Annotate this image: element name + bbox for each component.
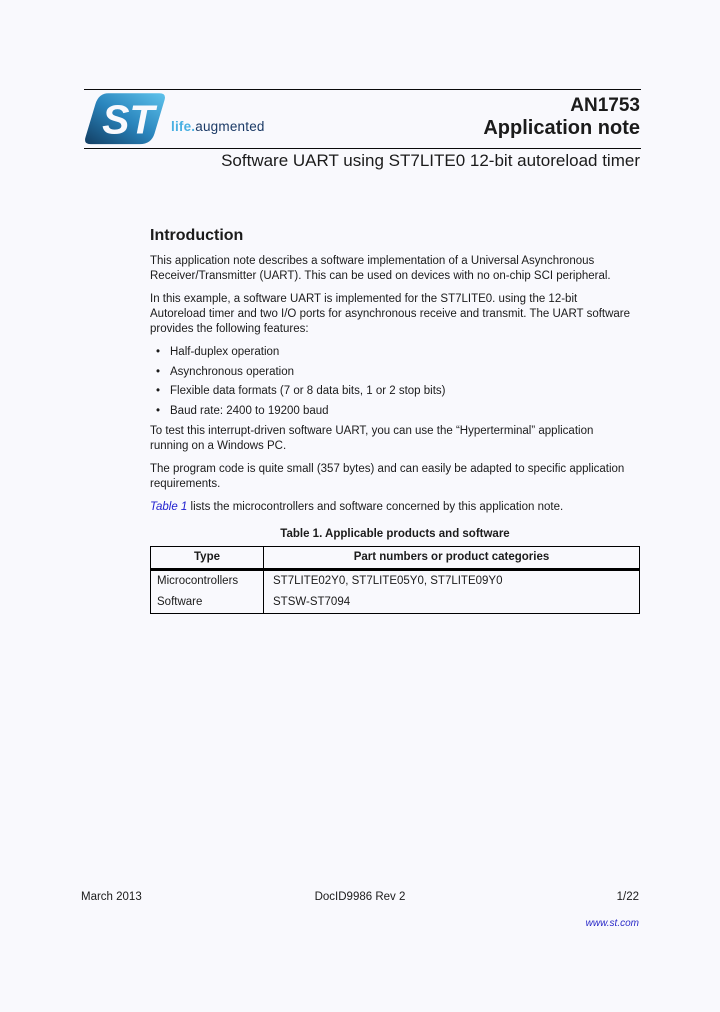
intro-paragraph-4: The program code is quite small (357 bytes) and can easily be adapted to specific application requirements. <box>150 462 625 490</box>
cell-parts: ST7LITE02Y0, ST7LITE05Y0, ST7LITE09Y0 <box>264 569 640 592</box>
feature-item: • Half-duplex operation <box>156 345 641 360</box>
applicable-products-table <box>150 546 640 614</box>
footer-doc-id: DocID9986 Rev 2 <box>314 891 406 903</box>
st-website-link[interactable]: www.st.com <box>585 918 639 929</box>
intro-paragraph-3: To test this interrupt-driven software UART, you can use the “Hyperterminal” application running on a Windows PC. <box>150 424 594 452</box>
table-header-row <box>151 546 640 569</box>
intro-paragraph-2: In this example, a software UART is implemented for the ST7LITE0. using the 12-bit Autoreload timer and two I/O ports for asynchronous receive and transmit. The UART software provides the following features: <box>150 293 631 335</box>
table-row <box>151 569 640 592</box>
footer-page-number: 1/22 <box>616 891 639 903</box>
doc-number: AN1753 <box>570 95 640 116</box>
intro-paragraph-1: This application note describes a software implementation of a Universal Asynchronous Receiver/Transmitter (UART). This can be used on devices with no on-chip SCI peripheral. <box>150 255 611 282</box>
intro-heading: Introduction <box>150 227 244 244</box>
cell-type: Software <box>151 592 264 614</box>
table-caption: Table 1. Applicable products and software <box>280 527 510 540</box>
st-logo-letters: ST <box>102 96 155 143</box>
column-header-parts: Part numbers or product categories <box>264 546 640 569</box>
table-reference-line <box>150 500 641 515</box>
feature-item: • Baud rate: 2400 to 19200 baud <box>156 404 641 419</box>
table-reference-text: lists the microcontrollers and software concerned by this application note. <box>187 500 564 513</box>
logo-tagline <box>171 119 265 134</box>
feature-list <box>150 345 641 419</box>
header-bottom-rule <box>84 148 641 149</box>
st-logo-icon <box>84 91 166 148</box>
table1-link[interactable]: Table 1 <box>150 500 188 513</box>
tagline-life: life. <box>171 119 196 134</box>
feature-item: • Flexible data formats (7 or 8 data bits, 1 or 2 stop bits) <box>156 384 641 399</box>
tagline-augmented: augmented <box>195 119 265 134</box>
cell-parts: STSW-ST7094 <box>264 592 640 614</box>
doc-type: Application note <box>483 117 640 139</box>
header-top-rule <box>84 89 641 90</box>
document-title: Software UART using ST7LITE0 12-bit autoreload timer <box>221 151 640 170</box>
intro-section <box>150 226 641 614</box>
feature-item: • Asynchronous operation <box>156 365 641 380</box>
cell-type: Microcontrollers <box>151 569 264 592</box>
footer-date: March 2013 <box>81 891 142 903</box>
table-row <box>151 592 640 614</box>
column-header-type: Type <box>151 546 264 569</box>
